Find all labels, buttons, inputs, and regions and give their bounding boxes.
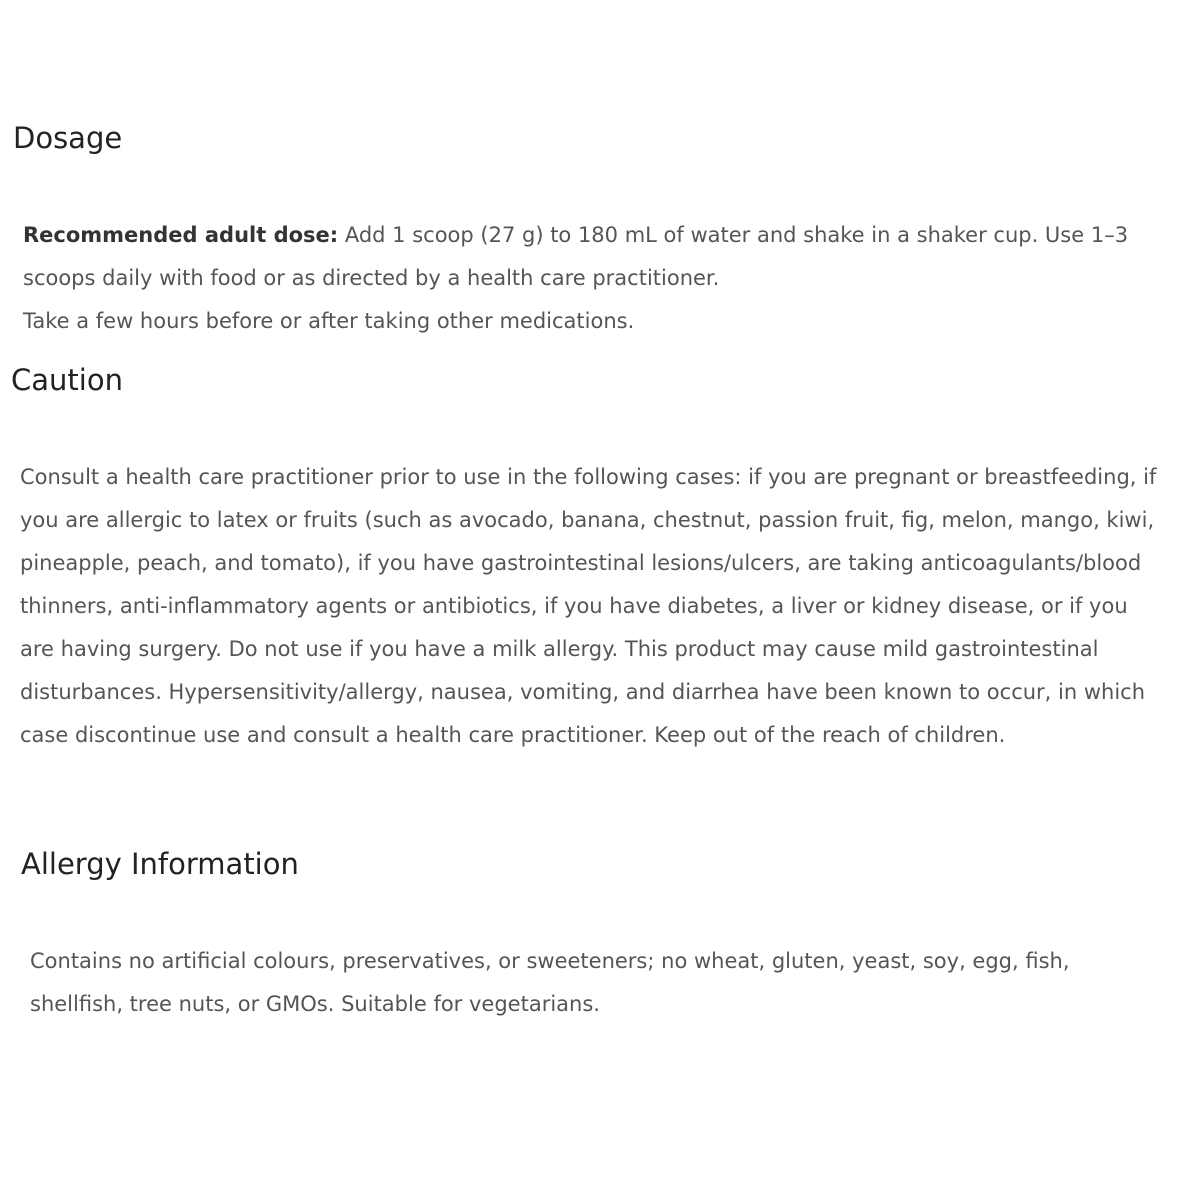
caution-paragraph: Consult a health care practitioner prior to use in the following cases: if you are pregnant or breastfeeding, if you are allergic to latex or fruits (such as avocado, banana, chestnut, passion fruit, fig, melon, mango, kiwi, pineapple, peach, and tomato), if you have gastrointestinal lesions/ulcers, are taking anticoagulants/blood thinners, anti-inflammatory agents or antibiotics, if you have diabetes, a liver or kidney disease, or if you are having surgery. Do not use if you have a milk allergy. This product may cause mild gastrointestinal disturbances. Hypersensitivity/allergy, nausea, vomiting, and diarrhea have been known to occur, in which case discontinue use and consult a health care practitioner. Keep out of the reach of children.	[20, 465, 1157, 747]
recommended-dose-label: Recommended adult dose:	[23, 223, 339, 247]
recommended-dose-text: Add 1 scoop (27 g) to 180 mL of water and shake in a shaker cup. Use 1–3 scoops daily with food or as directed by a health care practitioner.	[23, 223, 1129, 290]
allergy-heading: Allergy Information	[21, 847, 299, 881]
dosage-paragraph	[23, 214, 1183, 343]
dosage-heading: Dosage	[13, 121, 123, 155]
allergy-paragraph: Contains no artificial colours, preservatives, or sweeteners; no wheat, gluten, yeast, soy, egg, fish, shellfish, tree nuts, or GMOs. Suitable for vegetarians.	[30, 949, 1070, 1016]
medication-timing-note: Take a few hours before or after taking other medications.	[23, 309, 635, 333]
caution-heading: Caution	[11, 363, 123, 397]
